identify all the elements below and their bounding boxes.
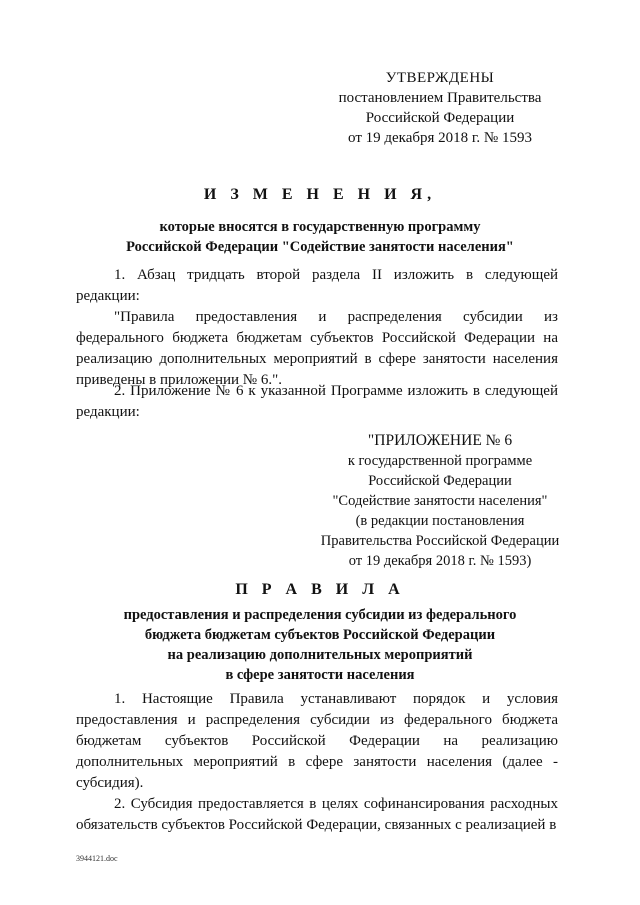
changes-title: И З М Е Н Е Н И Я, (203, 186, 437, 203)
appendix-line: (в редакции постановления (355, 513, 525, 529)
rule-2: 2. Субсидия предоставляется в целях софинансирования расходных обязательств субъектов Российской Федерации, связанных с реализацией в (76, 796, 558, 833)
changes-subtitle (60, 217, 580, 257)
appendix-line: от 19 декабря 2018 г. № 1593) (348, 553, 532, 569)
approval-stamp (330, 68, 550, 148)
item-1-text: 1. Абзац тридцать второй раздела II изложить в следующей редакции: (76, 267, 558, 304)
item-1-quote: "Правила предоставления и распределения субсидии из федерального бюджета бюджетам субъектов Российской Федерации на реализацию дополнительных мероприятий в сфере занятости населения приведены в приложении № 6.". (76, 309, 558, 388)
appendix-line: Российской Федерации (368, 473, 512, 489)
approval-date: от 19 декабря 2018 г. № 1593 (348, 130, 532, 146)
appendix-line: Правительства Российской Федерации (320, 533, 560, 549)
approval-line: постановлением Правительства (338, 90, 542, 106)
rules-title: П Р А В И Л А (235, 581, 405, 598)
changes-subtitle-line: Российской Федерации "Содействие занятости населения" (126, 239, 514, 255)
appendix-title: "ПРИЛОЖЕНИЕ № 6 (367, 432, 513, 449)
document-id: 3944121.doc (76, 854, 118, 863)
rules-subtitle-line: в сфере занятости населения (225, 667, 415, 683)
appendix-line: к государственной программе (347, 453, 533, 469)
changes-subtitle-line: которые вносятся в государственную программу (159, 219, 481, 235)
rules-subtitle (60, 605, 580, 685)
approval-heading: УТВЕРЖДЕНЫ (385, 70, 495, 86)
rule-1: 1. Настоящие Правила устанавливают порядок и условия предоставления и распределения субсидии из федерального бюджета бюджетам субъектов Российской Федерации на реализацию дополнительных мероприятий в сфере занятости населения (далее - субсидия). (76, 691, 558, 791)
rules-subtitle-line: бюджета бюджетам субъектов Российской Федерации (144, 627, 496, 643)
item-2-text: 2. Приложение № 6 к указанной Программе изложить в следующей редакции: (76, 383, 558, 420)
rules-subtitle-line: предоставления и распределения субсидии из федерального (123, 607, 517, 623)
rules-subtitle-line: на реализацию дополнительных мероприятий (167, 647, 473, 663)
approval-line: Российской Федерации (365, 110, 515, 126)
appendix-line: "Содействие занятости населения" (332, 493, 548, 509)
appendix-header (300, 431, 580, 571)
